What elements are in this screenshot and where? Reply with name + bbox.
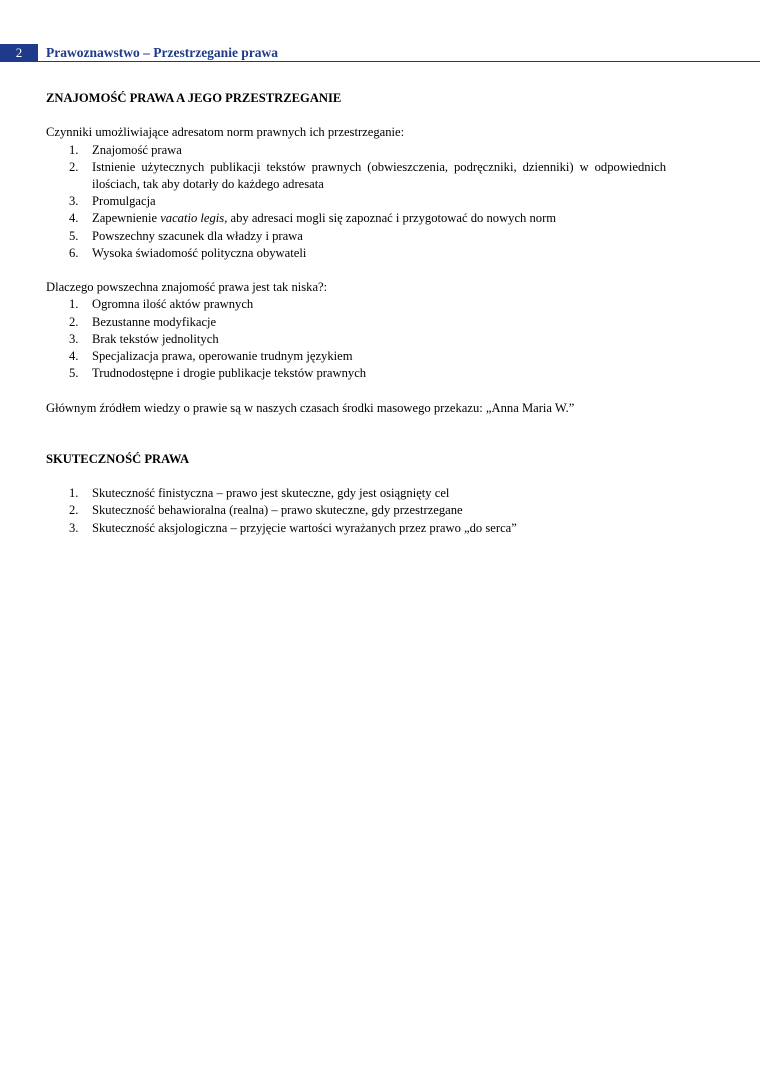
list-item: 1. Znajomość prawa — [69, 142, 182, 157]
header-rule — [38, 61, 760, 62]
italic-term: vacatio legis — [160, 211, 225, 226]
document-body — [46, 90, 666, 537]
list-item: 1. Skuteczność finistyczna – prawo jest skuteczne, gdy jest osiągnięty cel — [69, 486, 450, 501]
conclusion-text: Głównym źródłem wiedzy o prawie są w naszych czasach środki masowego przekazu: „Anna Maria W.” — [46, 400, 575, 415]
list-item: 4. Zapewnienie vacatio legis, aby adresaci mogli się zapoznać i przygotować do nowych norm — [69, 211, 557, 226]
page-header — [0, 44, 760, 62]
reasons-list — [46, 296, 666, 382]
list-item: 3. Brak tekstów jednolitych — [69, 331, 219, 346]
section-heading-effectiveness: SKUTECZNOŚĆ PRAWA — [46, 451, 190, 466]
running-title: Prawoznawstwo – Przestrzeganie prawa — [46, 45, 279, 60]
question-text: Dlaczego powszechna znajomość prawa jest tak niska?: — [46, 280, 328, 295]
list-item: 1. Ogromna ilość aktów prawnych — [69, 297, 254, 312]
list-item: 2. Skuteczność behawioralna (realna) – prawo skuteczne, gdy przestrzegane — [69, 503, 463, 518]
list-item: 6. Wysoka świadomość polityczna obywateli — [69, 245, 307, 260]
effectiveness-list — [46, 485, 666, 537]
list-item: 2. Istnienie użytecznych publikacji tekstów prawnych (obwieszczenia, podręczniki, dzienniki) w odpowiednich ilościach, tak aby dotarły do każdego adresata — [69, 159, 666, 191]
list-item: 3. Skuteczność aksjologiczna – przyjęcie wartości wyrażanych przez prawo „do serca” — [69, 520, 517, 535]
list-item: 2. Bezustanne modyfikacje — [69, 314, 217, 329]
list-item: 4. Specjalizacja prawa, operowanie trudnym językiem — [69, 349, 353, 364]
section-heading-knowledge: ZNAJOMOŚĆ PRAWA A JEGO PRZESTRZEGANIE — [46, 91, 342, 105]
page-number: 2 — [0, 44, 38, 62]
factors-intro: Czynniki umożliwiające adresatom norm prawnych ich przestrzeganie: — [46, 125, 405, 140]
list-item: 3. Promulgacja — [69, 194, 156, 209]
list-item: 5. Powszechny szacunek dla władzy i prawa — [69, 228, 303, 243]
list-item: 5. Trudnodostępne i drogie publikacje tekstów prawnych — [69, 366, 367, 381]
factors-list — [46, 142, 666, 262]
